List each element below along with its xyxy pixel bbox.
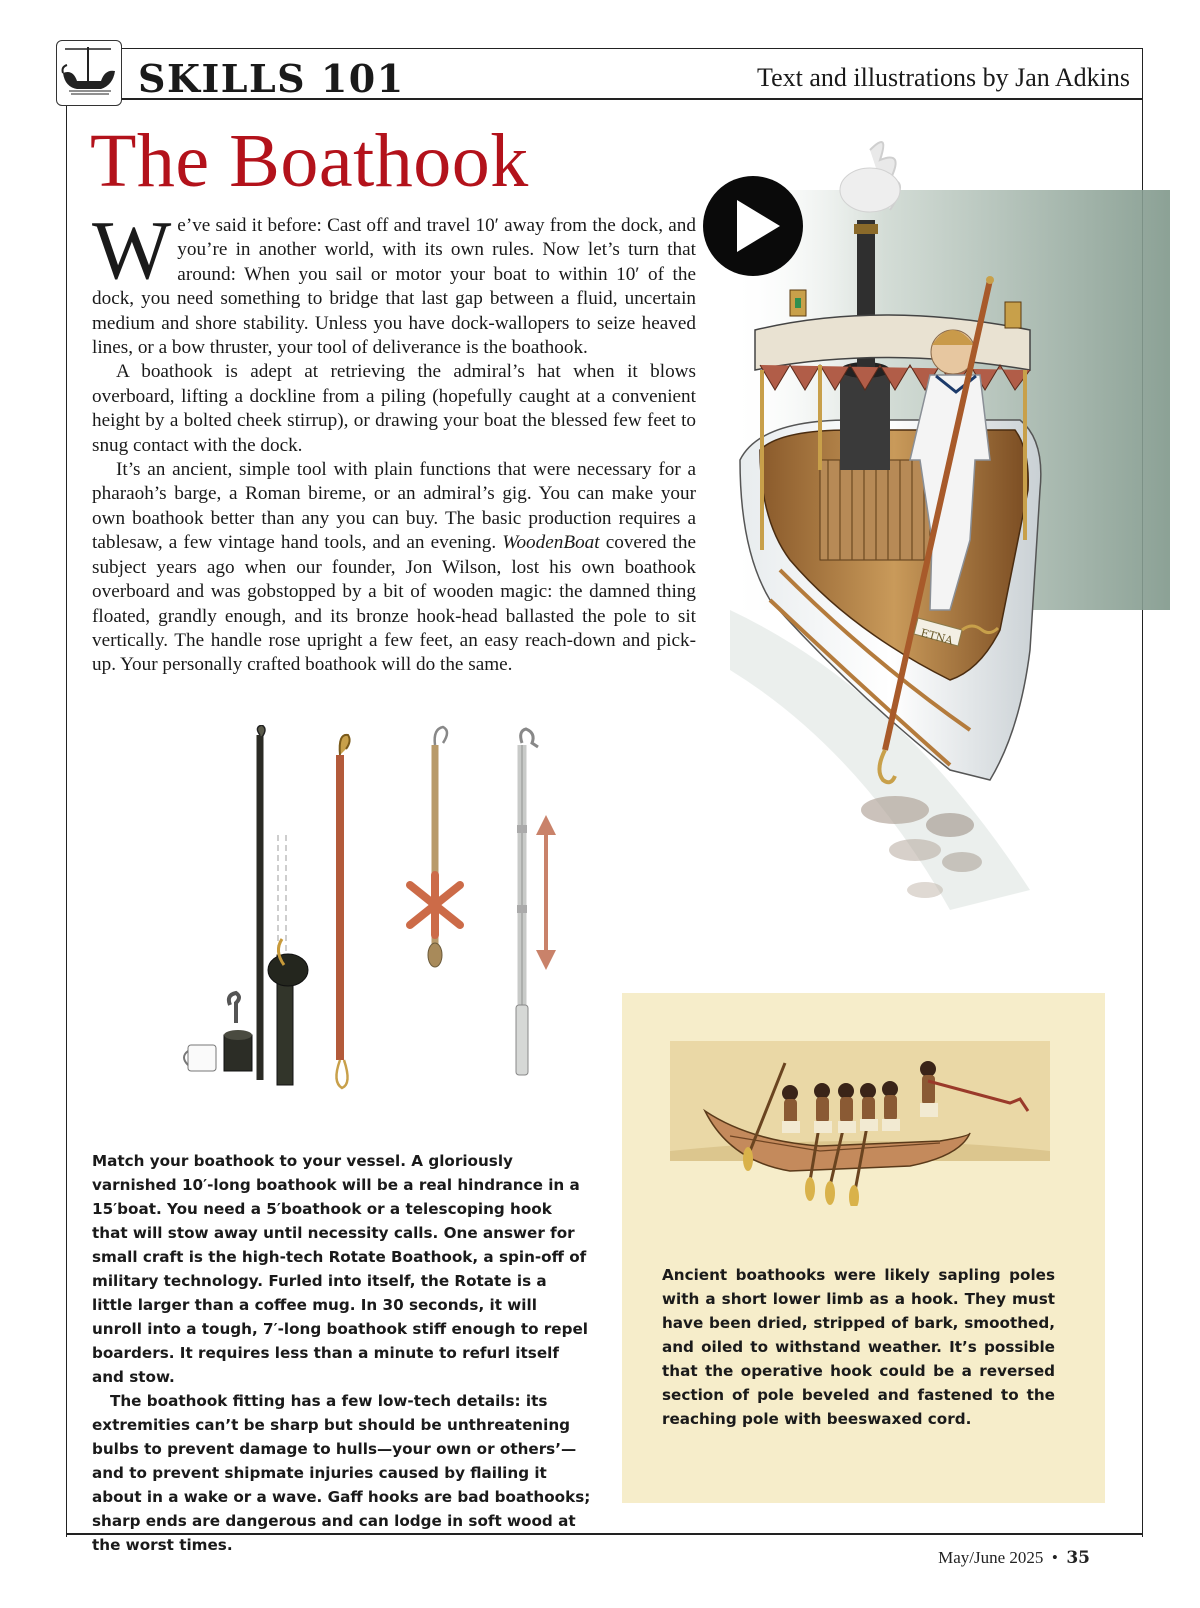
section-kicker: SKILLS 101: [138, 56, 405, 101]
rotate-asterisk-icon: [410, 875, 460, 935]
egyptian-boat-illustration: [670, 1041, 1050, 1206]
steam-launch-illustration: [700, 130, 1170, 960]
drop-cap: W: [92, 204, 172, 297]
ancient-boathook-sidebar: [622, 993, 1105, 1503]
play-button[interactable]: [703, 176, 803, 276]
body-paragraph: It’s an ancient, simple tool with plain functions that were necessary for a pharaoh’s barge, a Roman bireme, or an admiral’s gig. You can make your own boathook better than any you can buy. The basic production requires a tablesaw, a few vintage hand tools, and an evening. WoodenBoat covered the subject years ago when our founder, Jon Wilson, lost his own boathook overboard and was gobstopped by a bit of wooden magic: the damned thing floated, grandly enough, and its bronze hook-head ballasted the pole to sit vertically. The handle rose upright a few feet, an easy reach-down and pick-up. Your personally crafted boathook will do the same.: [92, 459, 696, 676]
article-title: The Boathook: [90, 119, 529, 203]
viking-ship-icon: [57, 41, 120, 104]
magazine-name: WoodenBoat: [502, 532, 600, 554]
ancient-caption: Ancient boathooks were likely sapling poles with a short lower limb as a hook. They must have been dried, stripped of bark, smoothed, and oiled to withstand weather. It’s possible that the operative hook could be a reversed section of pole beveled and fastened to the reaching pole with beeswaxed cord.: [662, 1266, 1055, 1428]
caption-paragraph: The boathook fitting has a few low-tech details: its extremities can’t be sharp but should be unthreatening bulbs to prevent damage to hulls—your own or others’—and to prevent shipmate injuries caused by flailing it about in a wake or a wave. Gaff hooks are bad boathooks; sharp ends are dangerous and can lodge in soft wood at the worst times.: [92, 1392, 591, 1554]
section-logo: [56, 40, 122, 106]
caption-paragraph: Match your boathook to your vessel. A gloriously varnished 10′-long boathook will be a real hindrance in a 15′boat. You need a 5′boathook or a telescoping hook that will stow away until necessity calls. One answer for small craft is the high-tech Rotate Boathook, a spin-off of military technology. Furled into itself, the Rotate is a little larger than a coffee mug. In 30 seconds, it will unroll into a tough, 7′-long boathook stiff enough to repel boarders. It requires less than a minute to refurl itself and stow.: [92, 1152, 588, 1386]
page-number: 35: [1066, 1548, 1090, 1568]
telescoping-arrow-icon: [536, 815, 556, 970]
body-paragraph: We’ve said it before: Cast off and travel 10′ away from the dock, and you’re in another world, with its own rules. Now let’s turn that around: When you sail or motor your boat to within 10′ of the dock, you need something to bridge that last gap between a fluid, uncertain medium and shore stability. Unless you have dock-wallopers to seize heaved lines, or a bow thruster, your tool of deliverance is the boathook.: [92, 204, 696, 359]
footer-bullet: •: [1051, 1548, 1058, 1567]
byline: Text and illustrations by Jan Adkins: [757, 63, 1130, 92]
article-body: [92, 204, 696, 678]
boat-name: ETNA: [919, 626, 955, 648]
tools-caption: [92, 1149, 592, 1557]
issue-date: May/June 2025: [938, 1548, 1044, 1567]
page-footer: [938, 1548, 1090, 1568]
boathook-types-illustration: [180, 725, 600, 1125]
body-paragraph: A boathook is adept at retrieving the admiral’s hat when it blows overboard, lifting a dockline from a piling (hopefully caught at a convenient height by a bolted cheek stirrup), or drawing your boat the blessed few feet to snug contact with the dock.: [92, 361, 696, 456]
